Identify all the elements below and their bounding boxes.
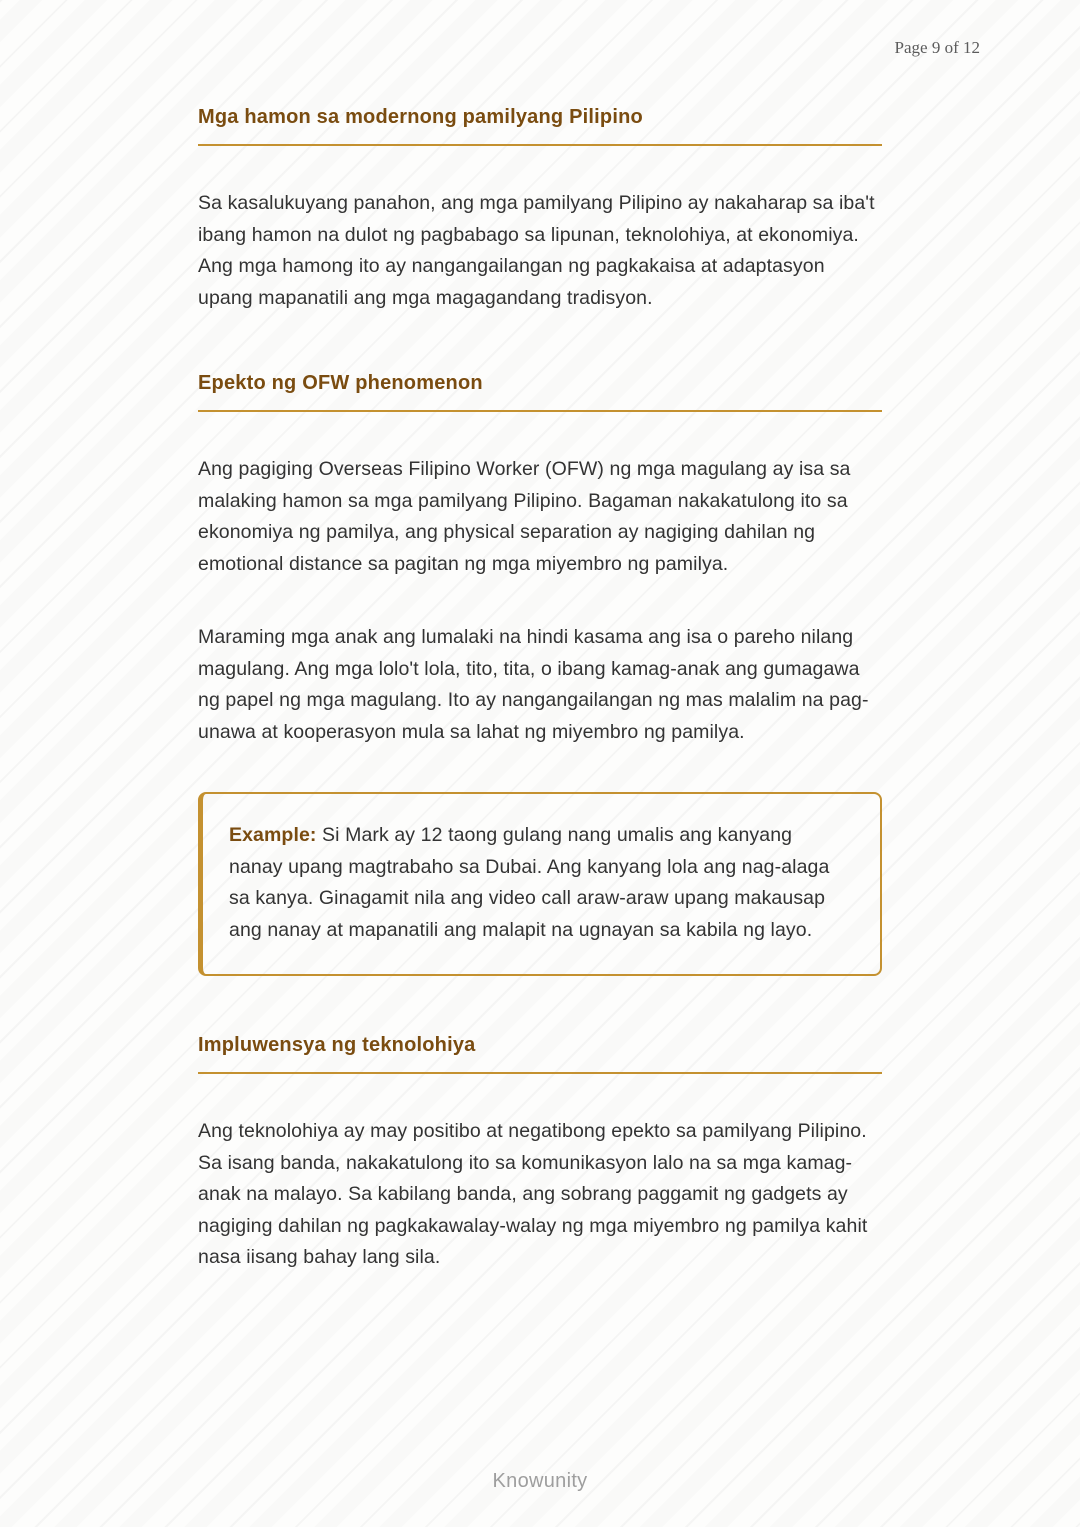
paragraph: Ang teknolohiya ay may positibo at negatibong epekto sa pamilyang Pilipino. Sa isang banda, nakakatulong ito sa komunikasyon lalo na sa mga kamag-anak na malayo. Sa kabilang banda, ang sobrang paggamit ng gadgets ay nagiging dahilan ng pagkakawalay-walay ng mga miyembro ng pamilya kahit nasa iisang bahay lang sila. [198,1120,868,1268]
example-paragraph [229,820,850,946]
example-callout-box [198,792,882,976]
paragraph: Ang pagiging Overseas Filipino Worker (OFW) ng mga magulang ay isa sa malaking hamon sa mga pamilyang Pilipino. Bagaman nakakatulong ito sa ekonomiya ng pamilya, ang physical separation ay nagiging dahilan ng emotional distance sa pagitan ng mga miyembro ng pamilya. [198,458,851,575]
paragraph: Sa kasalukuyang panahon, ang mga pamilyang Pilipino ay nakaharap sa iba't ibang hamon na dulot ng pagbabago sa lipunan, teknolohiya, at ekonomiya. Ang mga hamong ito ay nangangailangan ng pagkakaisa at adaptasyon upang mapanatili ang mga magagandang tradisyon. [198,192,875,309]
section-heading-impluwensya-teknolohiya: Impluwensya ng teknolohiya [198,1034,476,1056]
section-rule [198,1072,882,1074]
example-text: Si Mark ay 12 taong gulang nang umalis ang kanyang nanay upang magtrabaho sa Dubai. Ang kanyang lola ang nag-alaga sa kanya. Ginagamit nila ang video call araw-araw upang makausap ang nanay at mapanatili ang malapit na ugnayan sa kabila ng layo. [229,824,830,941]
section-rule [198,410,882,412]
section-heading-mga-hamon: Mga hamon sa modernong pamilyang Pilipino [198,106,643,128]
section-rule [198,144,882,146]
example-label: Example: [229,824,317,846]
page-number: Page 9 of 12 [894,38,980,57]
document-content [198,104,882,1274]
section-heading-epekto-ofw: Epekto ng OFW phenomenon [198,372,483,394]
paragraph: Maraming mga anak ang lumalaki na hindi kasama ang isa o pareho nilang magulang. Ang mga lolo't lola, tito, tita, o ibang kamag-anak ang gumagawa ng papel ng mga magulang. Ito ay nangangailangan ng mas malalim na pag-unawa at kooperasyon mula sa lahat ng miyembro ng pamilya. [198,626,869,743]
footer-brand: Knowunity [492,1470,588,1492]
